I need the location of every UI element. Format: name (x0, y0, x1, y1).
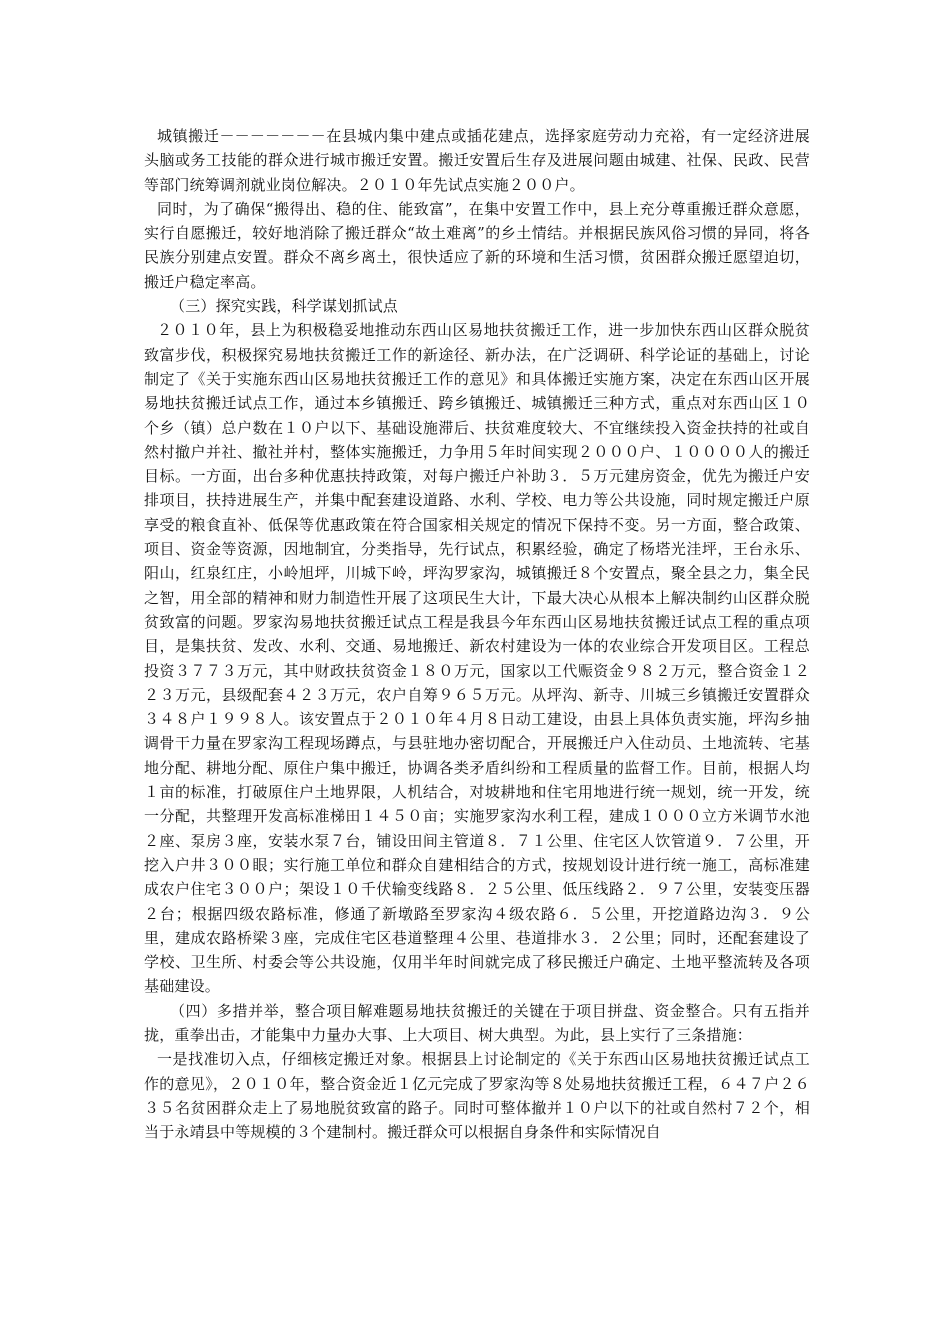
paragraph-voluntary-relocation: 同时，为了确保“搬得出、稳的住、能致富”，在集中安置工作中，县上充分尊重搬迁群众意愿，实行自愿搬迁，较好地消除了搬迁群众“故土难离”的乡土情结。并根据民族风俗习惯的异同，将各民族分别建点安置。群众不离乡离土，很快适应了新的环境和生活习惯，贫困群众搬迁愿望迫切，搬迁户稳定率高。 (144, 199, 810, 291)
document-page (144, 124, 810, 1144)
paragraph-measure-one: 一是找准切入点，仔细核定搬迁对象。根据县上讨论制定的《关于东西山区易地扶贫搬迁试点工作的意见》，２０１０年，整合资金近１亿元完成了罗家沟等８处易地扶贫搬迁工程，６４７户２６３５名贫困群众走上了易地脱贫致富的路子。同时可整体撤并１０户以下的社或自然村７２个，相当于永靖县中等规模的３个建制村。搬迁群众可以根据自身条件和实际情况自 (144, 1050, 810, 1142)
paragraph-urban-relocation: 城镇搬迁－－－－－－－在县城内集中建点或插花建点，选择家庭劳动力充裕，有一定经济进展头脑或务工技能的群众进行城市搬迁安置。搬迁安置后生存及进展问题由城建、社保、民政、民营等部门统筹调剂就业岗位解决。２０１０年先试点实施２００户。 (144, 127, 810, 194)
section-heading-four: （四）多措并举，整合项目解难题易地扶贫搬迁的关键在于项目拼盘、资金整合。只有五指并拢，重拳出击，才能集中力量办大事、上大项目、树大典型。为此，县上实行了三条措施： (144, 1001, 810, 1044)
section-heading-three: （三）探究实践，科学谋划抓试点 (170, 297, 399, 316)
paragraph-pilot-program: ２０１０年，县上为积极稳妥地推动东西山区易地扶贫搬迁工作，进一步加快东西山区群众脱贫致富步伐，积极探究易地扶贫搬迁工作的新途径、新办法，在广泛调研、科学论证的基础上，讨论制定了《关于实施东西山区易地扶贫搬迁工作的意见》和具体搬迁实施方案，决定在东西山区开展易地扶贫搬迁试点工作，通过本乡镇搬迁、跨乡镇搬迁、城镇搬迁三种方式，重点对东西山区１０个乡（镇）总户数在１０户以下、基础设施滞后、扶贫难度较大、不宜继续投入资金扶持的社或自然村撤户并社、撤社并村，整体实施搬迁，力争用５年时间实现２０００户、１００００人的搬迁目标。一方面，出台多种优惠扶持政策，对每户搬迁户补助３．５万元建房资金，优先为搬迁户安排项目，扶持进展生产，并集中配套建设道路、水利、学校、电力等公共设施，同时规定搬迁户原享受的粮食直补、低保等优惠政策在符合国家相关规定的情况下保持不变。另一方面，整合政策、项目、资金等资源，因地制宜，分类指导，先行试点，积累经验，确定了杨塔光洼坪，王台永乐、阳山，红泉红庄，小岭旭坪，川城下岭，坪沟罗家沟，城镇搬迁８个安置点，聚全县之力，集全民之智，用全部的精神和财力制造性开展了这项民生大计，下最大决心从根本上解决制约山区群众脱贫致富的问题。罗家沟易地扶贫搬迁试点工程是我县今年东西山区易地扶贫搬迁试点工程的重点项目，是集扶贫、发改、水利、交通、易地搬迁、新农村建设为一体的农业综合开发项目区。工程总投资３７７３万元，其中财政扶贫资金１８０万元，国家以工代赈资金９８２万元，整合资金１２２３万元，县级配套４２３万元，农户自筹９６５万元。从坪沟、新寺、川城三乡镇搬迁安置群众３４８户１９９８人。该安置点于２０１０年４月８日动工建设，由县上具体负责实施，坪沟乡抽调骨干力量在罗家沟工程现场蹲点，与县驻地办密切配合，开展搬迁户入住动员、土地流转、宅基地分配、耕地分配、原住户集中搬迁，协调各类矛盾纠纷和工程质量的监督工作。目前，根据人均１亩的标准，打破原住户土地界限，人机结合，对坡耕地和住宅用地进行统一规划，统一开发，统一分配，共整理开发高标准梯田１４５０亩；实施罗家沟水利工程，建成１０００立方米调节水池２座、泵房３座，安装水泵７台，铺设田间主管道８．７１公里、住宅区人饮管道９．７公里，开挖入户井３００眼；实行施工单位和群众自建相结合的方式，按规划设计进行统一施工，高标准建成农户住宅３００户；架设１０千伏输变线路８．２５公里、低压线路２．９７公里，安装变压器２台；根据四级农路标准，修通了新墩路至罗家沟４级农路６．５公里，开挖道路边沟３．９公里，建成农路桥梁３座，完成住宅区巷道整理４公里、巷道排水３．２公里；同时，还配套建设了学校、卫生所、村委会等公共设施，仅用半年时间就完成了移民搬迁户确定、土地平整流转及各项基础建设。 (144, 321, 810, 996)
